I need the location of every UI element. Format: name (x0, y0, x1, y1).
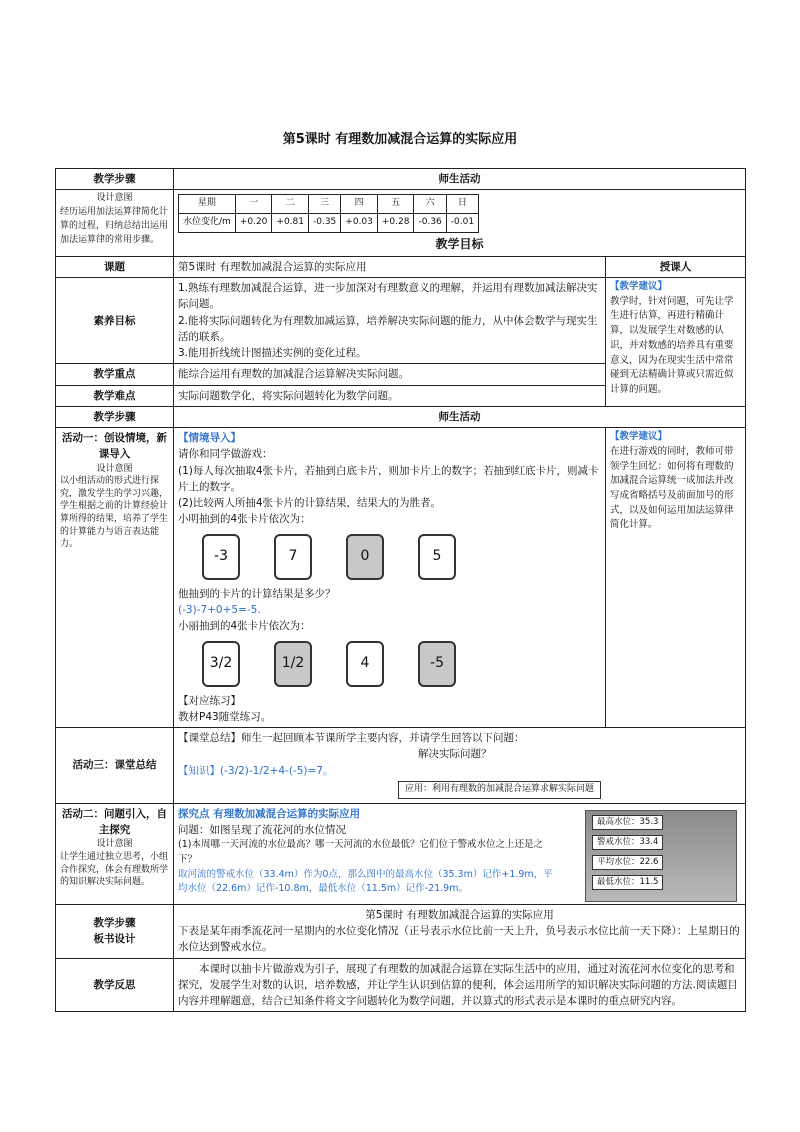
lesson-row (56, 256, 746, 277)
side-suggestion-tag: 【教学建议】 (610, 281, 668, 292)
gauge-label-min: 最低水位：11.5 (592, 875, 663, 890)
reflection-row (56, 958, 746, 1012)
summary-label: 活动三：课堂总结 (56, 728, 174, 804)
lesson-plan-table (55, 168, 746, 1012)
goals-label: 素养目标 (56, 278, 174, 364)
card-b-4: -5 (418, 641, 456, 687)
card-row-a (202, 534, 601, 580)
activity1-exercise: 教材P43随堂练习。 (178, 710, 272, 723)
goal-3: 3.能用折线统计图描述实例的变化过程。 (178, 347, 367, 360)
week-head-6: 六 (414, 195, 446, 214)
activity1-rule1: (1)每人每次抽取4张卡片，若抽到白底卡片，则加卡片上的数字；若抽到红底卡片，则减卡片上的数字。 (178, 464, 599, 493)
activity2-tag: 探究点 有理数加减混合运算的实际应用 (178, 807, 361, 820)
side-suggestion-text: 教学时，针对问题，可先让学生进行估算，再进行精确计算，以发展学生对数感的认识，并对数感的培养具有重要意义，因为在现实生活中常常碰到无法精确计算或只需近似计算的问题。 (610, 295, 734, 396)
activity1-row (56, 428, 746, 728)
gauge-label-average: 平均水位：22.6 (592, 855, 663, 870)
difficulty-label: 教学难点 (56, 385, 174, 406)
activity2-explain: 取河流的警戒水位（33.4m）作为0点，那么图中的最高水位（35.3m）记作+1.9m，平均水位（22.6m）记作-10.8m，最低水位（11.5m）记作-21.9m。 (178, 868, 553, 895)
activity2-intent-text: 让学生通过独立思考，小组合作探究，体会有理数所学的知识解决实际问题。 (60, 851, 169, 888)
activity2-row (56, 803, 746, 904)
card-b-2: 1/2 (274, 641, 312, 687)
week-head-0: 星期 (179, 195, 236, 214)
activity-header-row (56, 406, 746, 427)
difficulty-value: 实际问题数学化，将实际问题转化为数学问题。 (174, 385, 606, 406)
week-head-3: 三 (309, 195, 341, 214)
key-label: 教学重点 (56, 364, 174, 385)
week-head-1: 一 (235, 195, 272, 214)
summary-text: 【课堂总结】师生一起回顾本节课所学主要内容，并请学生回答以下问题： (178, 732, 525, 745)
activity1-suggestion-text: 在进行游戏的同时，教师可带领学生回忆：如何将有理数的加减混合运算统一成加法并改写成省略括号及前面加号的形式，以及如何运用加法运算律简化计算。 (610, 445, 734, 531)
activity2-label: 活动二：问题引入，自主探究 (62, 807, 167, 837)
week-head-5: 五 (377, 195, 414, 214)
activity1-suggestion (606, 428, 746, 728)
summary-box: 应用：利用有理数的加减混合运算求解实际问题 (398, 781, 601, 799)
activity1-content (174, 428, 606, 728)
activity1-question: 他抽到的卡片的计算结果是多少？ (178, 587, 336, 600)
week-val-6: -0.36 (414, 214, 446, 233)
gauge-label-warning: 警戒水位：33.4 (592, 835, 663, 850)
lesson-value: 第5课时 有理数加减混合运算的实际应用 (174, 256, 606, 277)
card-row-b (202, 641, 601, 687)
activity1-step (56, 428, 174, 728)
activity2-step (56, 803, 174, 904)
card-b-1: 3/2 (202, 641, 240, 687)
activity1-verify: 【对应练习】 (178, 694, 241, 707)
week-val-1: +0.20 (235, 214, 272, 233)
reflection-text: 本课时以抽卡片做游戏为引子，展现了有理数的加减混合运算在实际生活中的应用，通过对流花河水位变化的思考和探究，发展学生对数的认识，培养数感，并让学生认识到估算的便利，体会运用所学的知识解决实际问题的方法.阅读题目内容并理解题意，结合已知条件将文字问题转化为数学问题，并以算式的形式表示是本课时的重点研究内容。 (174, 958, 746, 1012)
activity2-intent-label: 设计意图 (96, 839, 133, 850)
board-content (174, 904, 746, 958)
card-a-4: 5 (418, 534, 456, 580)
summary-row (56, 728, 746, 804)
goals-row (56, 278, 746, 364)
activity-header-activity: 师生活动 (174, 406, 746, 427)
water-level-table (178, 194, 479, 233)
activity1-xiaoli: 小丽抽到的4张卡片依次为： (178, 620, 311, 633)
header-activity: 师生活动 (174, 169, 746, 190)
activity2-problem: 问题：如图呈现了流花河的水位情况 (178, 824, 346, 837)
activity1-intro: 请你和同学做游戏： (178, 448, 273, 461)
reflection-label: 教学反思 (56, 958, 174, 1012)
activity1-intent-label: 设计意图 (96, 463, 133, 474)
activity1-tag: 【情境导入】 (178, 432, 241, 445)
design-intent-text: 经历运用加法运算律简化计算的过程，归纳总结出运用加法运算律的常用步骤。 (60, 207, 169, 246)
board-row (56, 904, 746, 958)
lesson-label: 课题 (56, 256, 174, 277)
week-val-7: -0.01 (446, 214, 478, 233)
card-a-1: -3 (202, 534, 240, 580)
board-label-cell (56, 904, 174, 958)
objectives-heading: 教学目标 (435, 237, 484, 252)
week-head-2: 二 (272, 195, 309, 214)
week-head-4: 四 (341, 195, 378, 214)
teacher-label: 授课人 (606, 256, 746, 277)
key-value: 能综合运用有理数的加减混合运算解决实际问题。 (174, 364, 606, 385)
week-val-0: 水位变化/m (179, 214, 236, 233)
design-intent-label: 设计意图 (96, 193, 133, 204)
board-label: 板书设计 (93, 933, 136, 946)
activity1-rule2: (2)比较两人所抽4张卡片的计算结果，结果大的为胜者。 (178, 497, 442, 510)
goal-1: 1.熟练有理数加减混合运算，进一步加深对有理数意义的理解，并运用有理数加减法解决实际问题。 (178, 282, 598, 311)
design-intent-row (56, 190, 746, 256)
week-val-5: +0.28 (377, 214, 414, 233)
activity1-answer: (-3)-7+0+5=-5. (178, 603, 261, 616)
activity1-xiaoming: 小明抽到的4张卡片依次为： (178, 513, 311, 526)
goal-2: 2.能将实际问题转化为有理数加减运算，培养解决实际问题的能力，从中体会数学与现实生活的联系。 (178, 314, 598, 343)
gauge-label-max: 最高水位：35.3 (592, 815, 663, 830)
summary-content (174, 728, 746, 804)
design-intent-cell (56, 190, 174, 256)
week-head-7: 日 (446, 195, 478, 214)
goals-cell (174, 278, 606, 364)
board-step-label: 教学步骤 (93, 916, 136, 929)
card-b-3: 4 (346, 641, 384, 687)
week-val-2: +0.81 (272, 214, 309, 233)
header-step: 教学步骤 (56, 169, 174, 190)
week-table-cell (174, 190, 746, 256)
activity1-label: 活动一：创设情境，新课导入 (62, 432, 167, 461)
summary-formula: 【知识】(-3/2)-1/2+4-(-5)=7。 (178, 764, 334, 777)
river-gauge-image (585, 810, 737, 902)
week-val-3: -0.35 (309, 214, 341, 233)
activity2-q1: (1)本周哪一天河流的水位最高？哪一天河流的水位最低？它们位于警戒水位之上还是之下？ (178, 839, 543, 866)
board-sub: 下表是某年雨季流花河一星期内的水位变化情况（正号表示水位比前一天上升，负号表示水位比前一天下降）：上星期日的水位达到警戒水位。 (178, 925, 740, 954)
page-title: 第5课时 有理数加减混合运算的实际应用 (282, 132, 518, 147)
side-suggestion (606, 278, 746, 407)
activity2-content (174, 803, 746, 904)
card-a-3: 0 (346, 534, 384, 580)
card-a-2: 7 (274, 534, 312, 580)
board-text: 第5课时 有理数加减混合运算的实际应用 (365, 908, 554, 921)
header-row (56, 169, 746, 190)
activity1-suggestion-tag: 【教学建议】 (610, 431, 668, 443)
week-val-4: +0.03 (341, 214, 378, 233)
activity1-intent-text: 以小组活动的形式进行探究，激发学生的学习兴趣，学生根据之前的计算经验计算所得的结果，培养了学生的计算能力与语言表达能力。 (60, 476, 169, 550)
summary-text2: 解决实际问题？ (418, 748, 492, 761)
activity-header-step: 教学步骤 (56, 406, 174, 427)
